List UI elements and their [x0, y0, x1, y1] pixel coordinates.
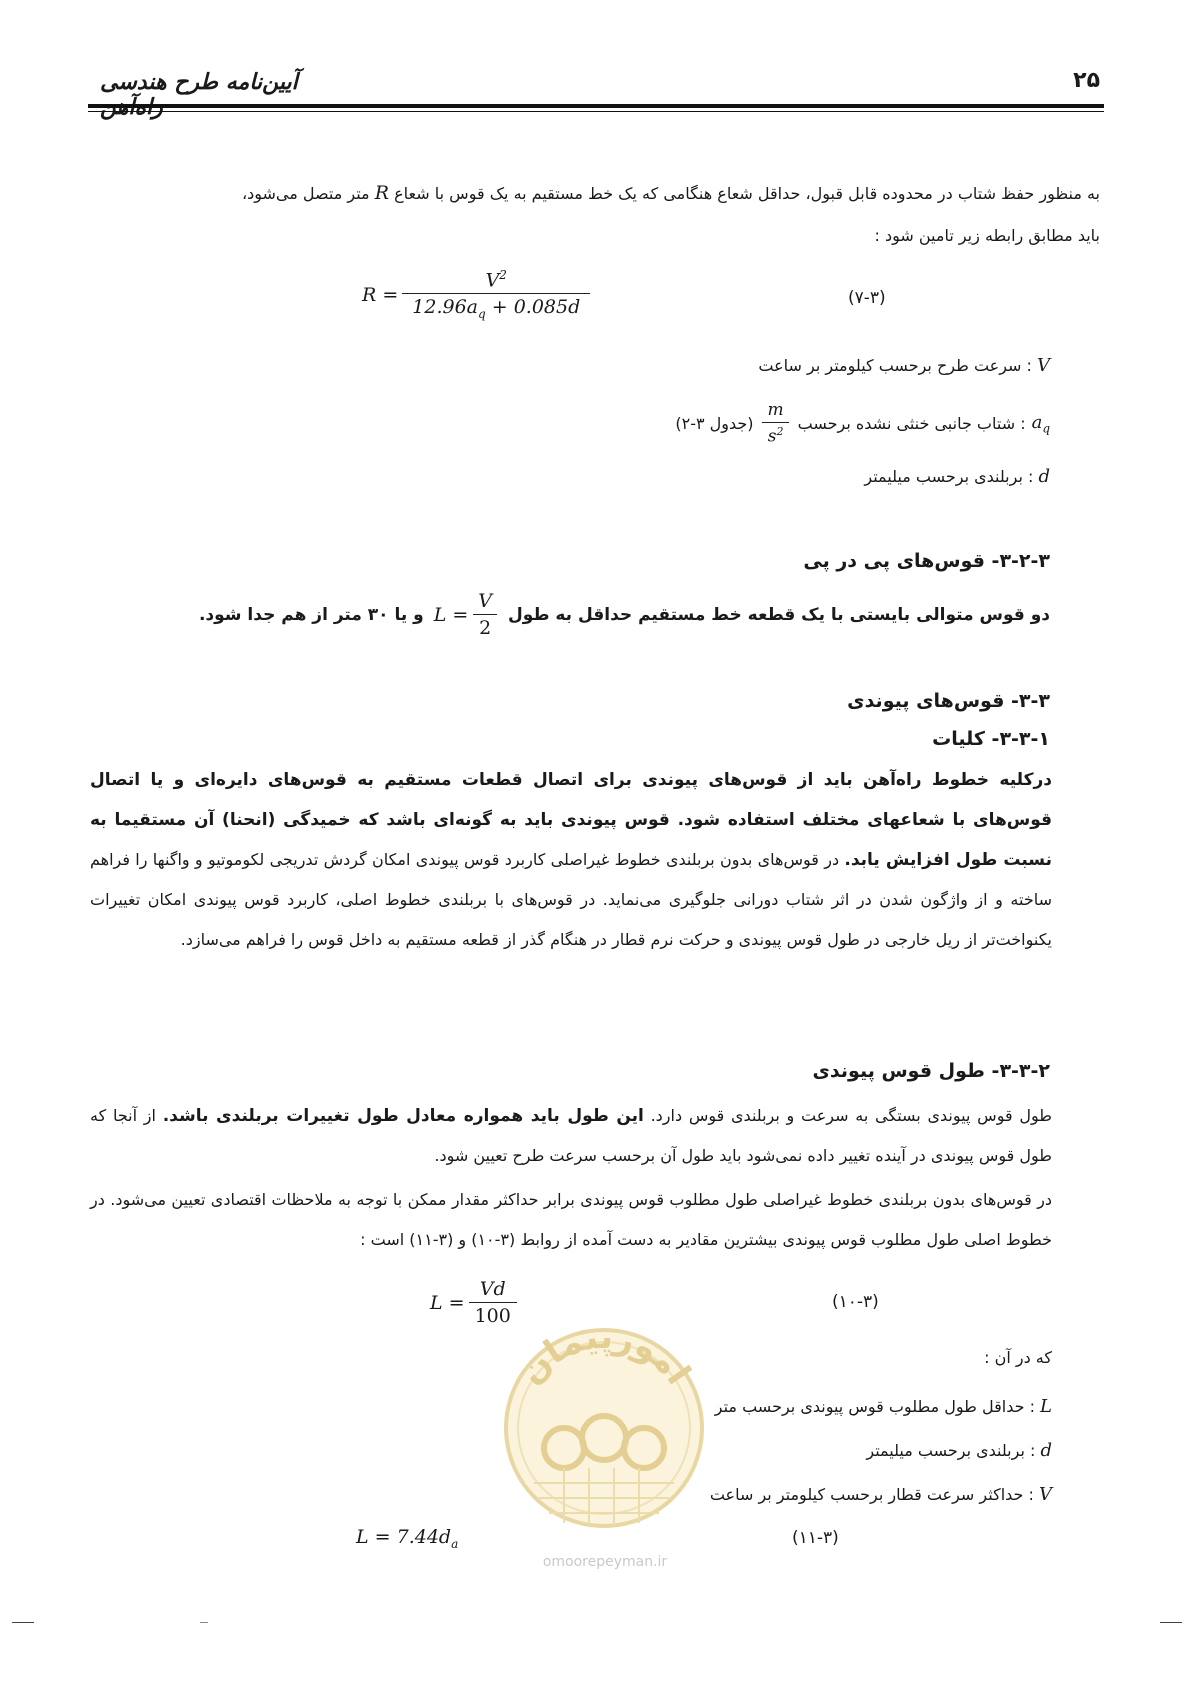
- page-number: ۲۵: [1073, 68, 1100, 93]
- equation-11-3-label: (۱۱-۳): [792, 1528, 839, 1548]
- equation-10-3-label: (۱۰-۳): [832, 1292, 879, 1312]
- def-L: L : حداقل طول مطلوب قوس پیوندی برحسب متر: [714, 1396, 1052, 1417]
- where-label: که در آن :: [984, 1348, 1052, 1367]
- watermark-seal: [494, 1318, 714, 1548]
- header-rule-thick: [88, 104, 1104, 108]
- def-V: V : سرعت طرح برحسب کیلومتر بر ساعت: [758, 355, 1050, 376]
- footer-mark-right: [1160, 1622, 1182, 1623]
- watermark-url: omoorepeyman.ir: [542, 1554, 668, 1570]
- equation-11-3: $L = 7.44d_a$: [356, 1526, 459, 1551]
- def-aq: $a_q$ : شتاب جانبی خنثی نشده برحسب $\frac{m}{s^2}$ (جدول ۳-۲): [675, 400, 1050, 447]
- heading-3-2-3: ۳-۲-۳- قوس‌های پی در پی: [803, 550, 1050, 572]
- sec-3-3-2-paragraph-2: در قوس‌های بدون بربلندی خطوط غیراصلی طول مطلوب قوس پیوندی برابر حداکثر مقدار ممکن با توجه به ملاحظات اقتصادی تعیین می‌شود. در خطوط اصلی طول مطلوب قوس پیوندی بیشترین مقادیر به دست آمده از روابط (۳-۱۰) و (۳-۱۱) است :: [90, 1190, 1052, 1249]
- intro-line-2: باید مطابق رابطه زیر تامین شود :: [874, 226, 1100, 245]
- footer-mark-center: [200, 1622, 208, 1623]
- equation-10-3: L = $\frac{Vd}{100}$: [430, 1278, 517, 1327]
- running-header-title: آیین‌نامه طرح هندسی: [100, 70, 298, 95]
- def-d: d : بربلندی برحسب میلیمتر: [864, 466, 1050, 487]
- intro-line-1: به منظور حفظ شتاب در محدوده قابل قبول، حداقل شعاع هنگامی که یک خط مستقیم به یک قوس با شعاع R متر متصل می‌شود،: [241, 182, 1100, 204]
- header-rule-thin: [88, 111, 1104, 112]
- sec-3-3-1-paragraph: درکلیه خطوط راه‌آهن باید از قوس‌های پیوندی برای اتصال قطعات مستقیم به قوس‌های دایره‌ای و یا اتصال قوس‌های با شعاعهای مختلف استفاده شود. قوس پیوندی باید به گونه‌ای باشد که خمیدگی (انحنا) آن مستقیما به نسبت طول افزایش یابد. در قوس‌های بدون بربلندی خطوط غیراصلی کاربرد قوس پیوندی امکان گردش تدریجی لکوموتیو و واگنها را فراهم ساخته و از واژگون شدن در اثر شتاب دورانی جلوگیری می‌نماید. در قوس‌های با بربلندی خطوط اصلی، کاربرد قوس پیوندی امکان تغییرات یکنواخت‌تر از ریل خارجی در طول قوس پیوندی و حرکت نرم قطار در هنگام گذر از قطعه مستقیم به داخل قوس را فراهم می‌سازد.: [90, 770, 1052, 949]
- equation-7-3: R = $\frac{V^2}{12.96a_q + 0.085d}$: [362, 268, 590, 321]
- footer-mark-left: [12, 1622, 34, 1623]
- watermark-arc-text: امورپیمان: [510, 1318, 699, 1393]
- heading-3-3: ۳-۳- قوس‌های پیوندی: [847, 690, 1050, 712]
- equation-7-3-label: (۷-۳): [848, 288, 886, 308]
- sec-3-2-3-text: دو قوس متوالی بایستی با یک قطعه خط مستقیم حداقل به طول L = $\frac{V}{2}$ و یا ۳۰ متر از هم جدا شود.: [198, 590, 1050, 639]
- sec-3-3-2-paragraph-1: طول قوس پیوندی بستگی به سرعت و بربلندی قوس دارد. این طول باید همواره معادل طول تغییرات بربلندی باشد. از آنجا که طول قوس پیوندی در آینده تغییر داده نمی‌شود باید طول آن برحسب سرعت طرح تعیین شود.: [90, 1106, 1052, 1165]
- heading-3-3-1: ۳-۳-۱- کلیات: [932, 728, 1050, 750]
- heading-3-3-2: ۳-۳-۲- طول قوس پیوندی: [812, 1060, 1050, 1082]
- def-d-2: d : بربلندی برحسب میلیمتر: [866, 1440, 1052, 1461]
- def-V-2: V : حداکثر سرعت قطار برحسب کیلومتر بر ساعت: [709, 1484, 1052, 1505]
